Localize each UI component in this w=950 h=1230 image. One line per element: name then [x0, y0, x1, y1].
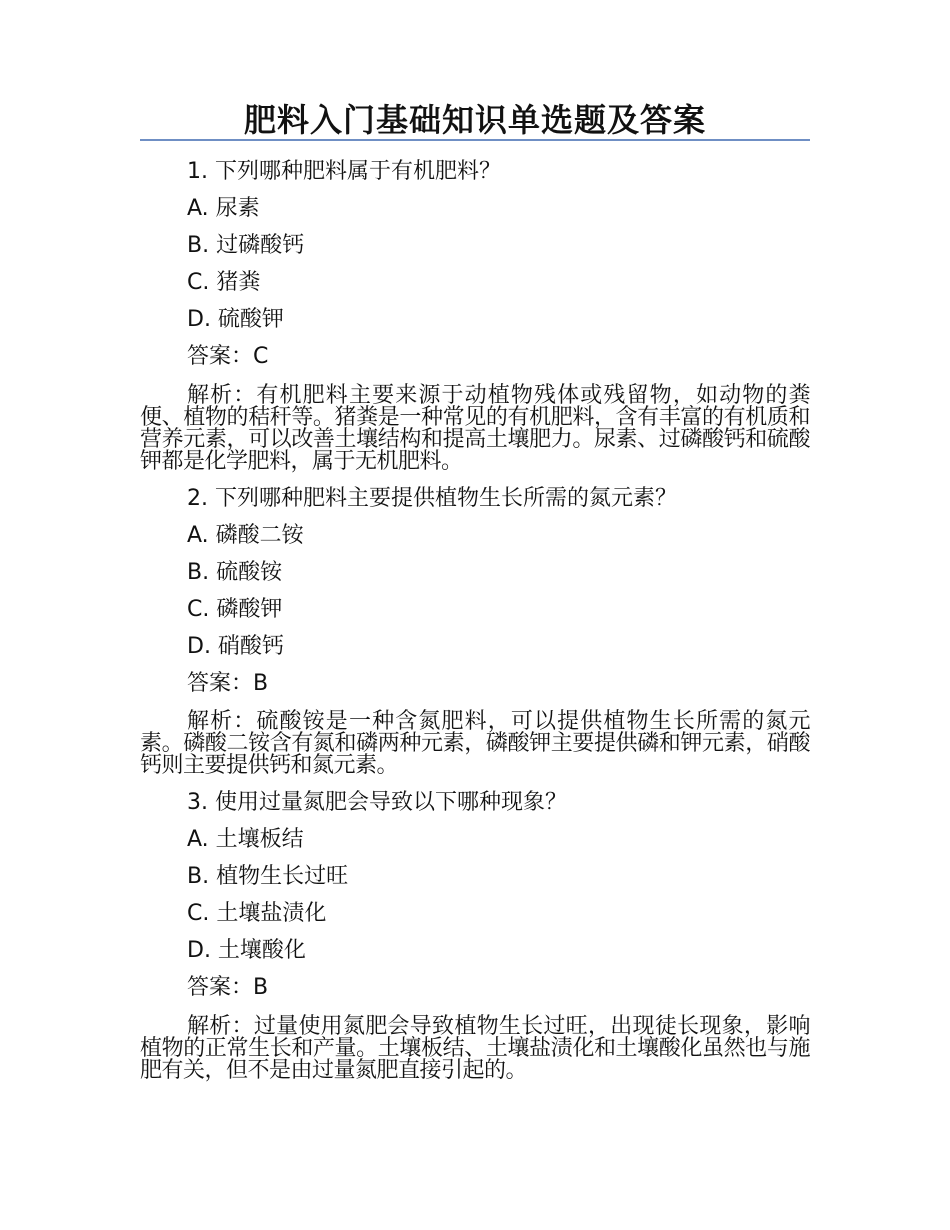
question-2-option-d: D. 硝酸钙	[187, 634, 284, 659]
title-underline	[140, 139, 810, 141]
question-1-text: 1. 下列哪种肥料属于有机肥料？	[187, 159, 501, 184]
question-1-option-b: B. 过磷酸钙	[187, 233, 305, 258]
question-3-option-a: A. 土壤板结	[187, 827, 304, 852]
question-2-option-c: C. 磷酸钾	[187, 597, 283, 622]
question-3-option-c: C. 土壤盐渍化	[187, 901, 327, 926]
question-1-option-c: C. 猪粪	[187, 270, 261, 295]
question-1-option-a: A. 尿素	[187, 196, 260, 221]
question-1-analysis: 解析：有机肥料主要来源于动植物残体或残留物，如动物的粪便、植物的秸秆等。猪粪是一种常见的有机肥料，含有丰富的有机质和营养元素，可以改善土壤结构和提高土壤肥力。尿素、过磷酸钙和硫酸钾都是化学肥料，属于无机肥料。	[140, 383, 810, 474]
question-2-text: 2. 下列哪种肥料主要提供植物生长所需的氮元素？	[187, 486, 677, 511]
question-3-option-d: D. 土壤酸化	[187, 938, 306, 963]
question-2-analysis: 解析：硫酸铵是一种含氮肥料，可以提供植物生长所需的氮元素。磷酸二铵含有氮和磷两种元素，磷酸钾主要提供磷和钾元素，硝酸钙则主要提供钙和氮元素。	[140, 709, 810, 778]
question-2-option-a: A. 磷酸二铵	[187, 523, 304, 548]
question-3-option-b: B. 植物生长过旺	[187, 864, 349, 889]
question-2-option-b: B. 硫酸铵	[187, 560, 283, 585]
question-1-option-d: D. 硫酸钾	[187, 307, 284, 332]
page-title: 肥料入门基础知识单选题及答案	[243, 101, 706, 139]
question-1-answer: 答案：C	[187, 344, 269, 369]
question-3-text: 3. 使用过量氮肥会导致以下哪种现象？	[187, 790, 567, 815]
question-3-analysis: 解析：过量使用氮肥会导致植物生长过旺，出现徒长现象，影响植物的正常生长和产量。土壤板结、土壤盐渍化和土壤酸化虽然也与施肥有关，但不是由过量氮肥直接引起的。	[140, 1014, 810, 1083]
question-3-answer: 答案：B	[187, 975, 269, 1000]
question-2-answer: 答案：B	[187, 671, 269, 696]
